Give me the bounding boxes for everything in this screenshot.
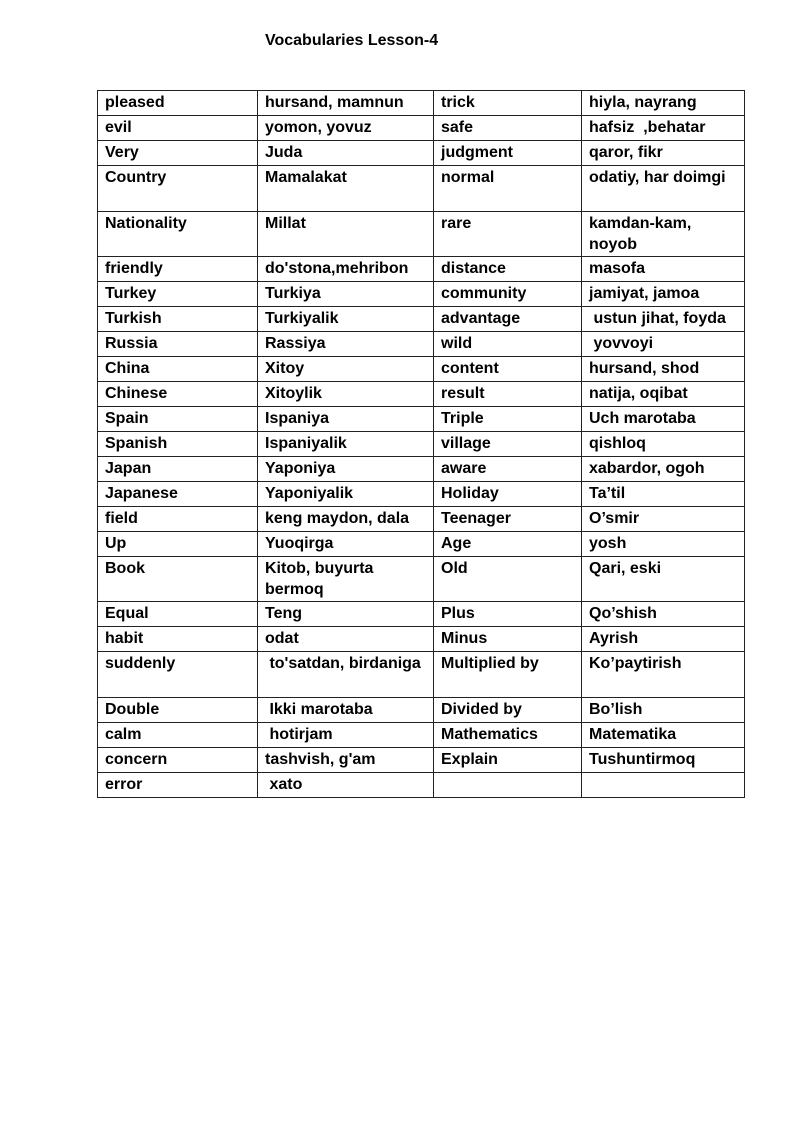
uzbek-translation-cell: qishloq [582,432,745,457]
uzbek-translation-cell: yosh [582,532,745,557]
uzbek-translation-cell: kamdan-kam, noyob [582,212,745,257]
uzbek-translation-cell: Yuoqirga [258,532,434,557]
uzbek-translation-cell: yomon, yovuz [258,116,434,141]
table-row [98,332,745,357]
uzbek-translation-cell: Rassiya [258,332,434,357]
table-row [98,748,745,773]
uzbek-translation-cell: Tushuntirmoq [582,748,745,773]
table-row [98,432,745,457]
table-row [98,532,745,557]
table-row [98,382,745,407]
uzbek-translation-cell: Uch marotaba [582,407,745,432]
table-row [98,407,745,432]
english-word-cell: Plus [434,602,582,627]
uzbek-translation-cell: Yaponiyalik [258,482,434,507]
uzbek-translation-cell: qaror, fikr [582,141,745,166]
table-row [98,257,745,282]
english-word-cell: evil [98,116,258,141]
english-word-cell: Teenager [434,507,582,532]
uzbek-translation-cell: Juda [258,141,434,166]
uzbek-translation-cell: Turkiya [258,282,434,307]
english-word-cell: Minus [434,627,582,652]
uzbek-translation-cell: natija, oqibat [582,382,745,407]
english-word-cell: error [98,773,258,798]
uzbek-translation-cell: masofa [582,257,745,282]
table-row [98,557,745,602]
english-word-cell: trick [434,91,582,116]
table-row [98,116,745,141]
english-word-cell: field [98,507,258,532]
english-word-cell: Russia [98,332,258,357]
table-row [98,457,745,482]
english-word-cell: Chinese [98,382,258,407]
uzbek-translation-cell: ustun jihat, foyda [582,307,745,332]
english-word-cell: aware [434,457,582,482]
english-word-cell: Triple [434,407,582,432]
uzbek-translation-cell: Xitoylik [258,382,434,407]
english-word-cell: Very [98,141,258,166]
uzbek-translation-cell: Qari, eski [582,557,745,602]
uzbek-translation-cell [582,773,745,798]
english-word-cell: advantage [434,307,582,332]
english-word-cell: Old [434,557,582,602]
english-word-cell: safe [434,116,582,141]
english-word-cell: content [434,357,582,382]
english-word-cell: calm [98,723,258,748]
uzbek-translation-cell: keng maydon, dala [258,507,434,532]
uzbek-translation-cell: hotirjam [258,723,434,748]
uzbek-translation-cell: yovvoyi [582,332,745,357]
table-row [98,507,745,532]
uzbek-translation-cell: Yaponiya [258,457,434,482]
english-word-cell: Explain [434,748,582,773]
uzbek-translation-cell: Ta’til [582,482,745,507]
table-row [98,698,745,723]
uzbek-translation-cell: hursand, shod [582,357,745,382]
table-row [98,652,745,698]
uzbek-translation-cell: Millat [258,212,434,257]
table-row [98,166,745,212]
english-word-cell: habit [98,627,258,652]
uzbek-translation-cell: Ko’paytirish [582,652,745,698]
uzbek-translation-cell: jamiyat, jamoa [582,282,745,307]
table-row [98,91,745,116]
uzbek-translation-cell: xabardor, ogoh [582,457,745,482]
english-word-cell: Mathematics [434,723,582,748]
english-word-cell: village [434,432,582,457]
uzbek-translation-cell: Bo’lish [582,698,745,723]
table-row [98,627,745,652]
page-title: Vocabularies Lesson-4 [265,32,439,49]
table-row [98,357,745,382]
english-word-cell: Turkey [98,282,258,307]
english-word-cell: judgment [434,141,582,166]
table-row [98,212,745,257]
uzbek-translation-cell: to'satdan, birdaniga [258,652,434,698]
english-word-cell: concern [98,748,258,773]
uzbek-translation-cell: Mamalakat [258,166,434,212]
uzbek-translation-cell: Ayrish [582,627,745,652]
uzbek-translation-cell: hafsiz ,behatar [582,116,745,141]
uzbek-translation-cell: Ispaniyalik [258,432,434,457]
english-word-cell: Holiday [434,482,582,507]
english-word-cell: China [98,357,258,382]
english-word-cell: friendly [98,257,258,282]
uzbek-translation-cell: hursand, mamnun [258,91,434,116]
english-word-cell: Japanese [98,482,258,507]
english-word-cell: community [434,282,582,307]
english-word-cell: result [434,382,582,407]
vocabulary-table [97,90,745,798]
vocabulary-table-body [98,91,745,798]
table-row [98,602,745,627]
table-row [98,482,745,507]
english-word-cell: rare [434,212,582,257]
english-word-cell: suddenly [98,652,258,698]
table-row [98,307,745,332]
uzbek-translation-cell: hiyla, nayrang [582,91,745,116]
english-word-cell: wild [434,332,582,357]
table-row [98,773,745,798]
english-word-cell: Country [98,166,258,212]
english-word-cell: pleased [98,91,258,116]
uzbek-translation-cell: Xitoy [258,357,434,382]
uzbek-translation-cell: odatiy, har doimgi [582,166,745,212]
english-word-cell: Nationality [98,212,258,257]
uzbek-translation-cell: Turkiyalik [258,307,434,332]
uzbek-translation-cell: Ispaniya [258,407,434,432]
english-word-cell: Divided by [434,698,582,723]
english-word-cell: distance [434,257,582,282]
table-row [98,282,745,307]
uzbek-translation-cell: Ikki marotaba [258,698,434,723]
uzbek-translation-cell: tashvish, g'am [258,748,434,773]
uzbek-translation-cell: Kitob, buyurta bermoq [258,557,434,602]
table-row [98,141,745,166]
english-word-cell: Double [98,698,258,723]
english-word-cell: Turkish [98,307,258,332]
uzbek-translation-cell: odat [258,627,434,652]
uzbek-translation-cell: Teng [258,602,434,627]
english-word-cell: Spain [98,407,258,432]
english-word-cell: Age [434,532,582,557]
english-word-cell: Up [98,532,258,557]
english-word-cell: Multiplied by [434,652,582,698]
uzbek-translation-cell: O’smir [582,507,745,532]
english-word-cell: normal [434,166,582,212]
uzbek-translation-cell: Qo’shish [582,602,745,627]
uzbek-translation-cell: do'stona,mehribon [258,257,434,282]
english-word-cell [434,773,582,798]
english-word-cell: Equal [98,602,258,627]
english-word-cell: Japan [98,457,258,482]
table-row [98,723,745,748]
uzbek-translation-cell: xato [258,773,434,798]
english-word-cell: Spanish [98,432,258,457]
uzbek-translation-cell: Matematika [582,723,745,748]
english-word-cell: Book [98,557,258,602]
